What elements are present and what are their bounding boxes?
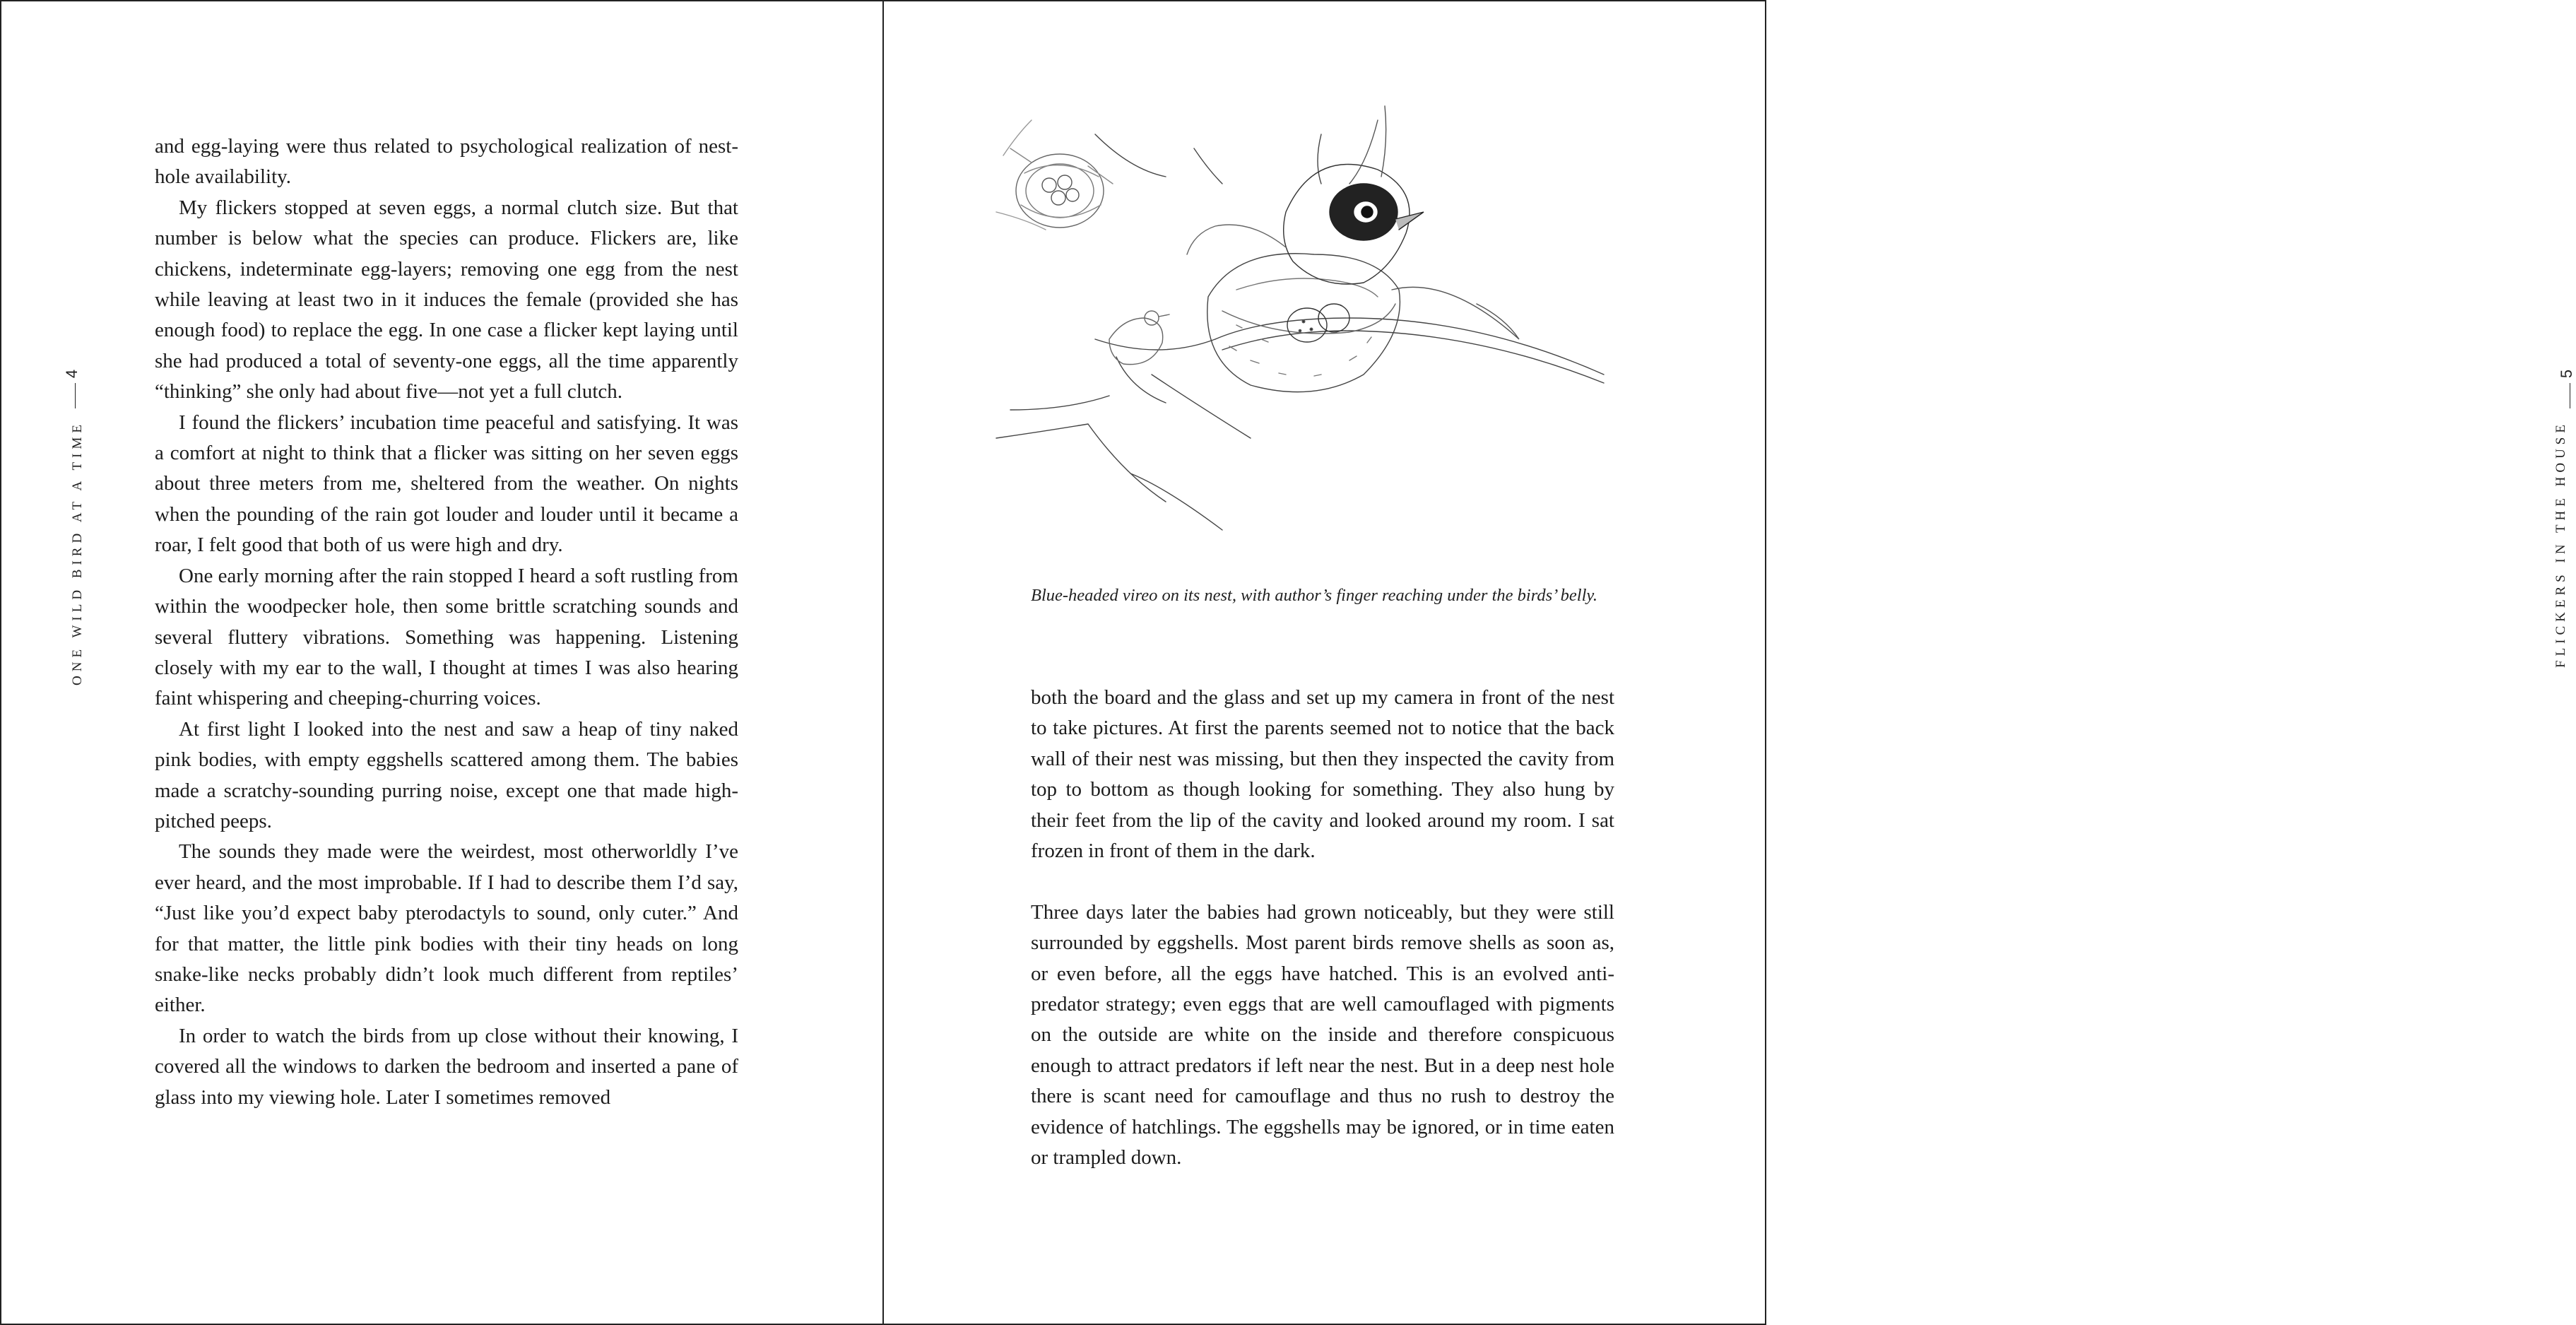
vireo-sketch — [1187, 106, 1519, 339]
illustration-caption: Blue-headed vireo on its nest, with author’s finger reaching under the birds’ belly. — [1031, 586, 1598, 605]
bird-nest-illustration — [982, 106, 1653, 544]
small-nest-sketch — [996, 120, 1113, 230]
page-number: 4 — [63, 369, 81, 379]
small-bird-sketch — [1109, 311, 1169, 365]
left-page — [0, 0, 882, 1325]
paragraph: At first light I looked into the nest and saw a heap of tiny naked pink bodies, with empty eggshells scattered among them. The babies made a scratchy-sounding purring noise, except one that made high-pitched peeps. — [155, 717, 738, 832]
main-nest-sketch — [1207, 254, 1400, 392]
paragraph: One early morning after the rain stopped I heard a soft rustling from within the woodpecker hole, then some brittle scratching sounds and several fluttery vibrations. Something was happening. Listening closely with my ear to the wall, I thought at times I was also hearing faint whispering and cheeping-churring voices. — [155, 564, 738, 710]
paragraph: The sounds they made were the weirdest, most otherworldly I’ve ever heard, and the most improbable. If I had to describe them I’d say, “Just like you’d expect baby pterodactyls to sound, only cuter.” And for that matter, the little pink bodies with their tiny heads on long snake-like necks probably didn’t look much different from reptiles’ either. — [155, 840, 738, 1017]
body-text — [155, 131, 738, 1113]
paragraph: My flickers stopped at seven eggs, a normal clutch size. But that number is below what the species can produce. Flickers are, like chickens, indeterminate egg-layers; removing one egg from the nest while leaving at least two in it induces the female (provided she has enough food) to replace the egg. In one case a flicker kept laying until she had produced a total of seventy-one eggs, all the time apparently “thinking” she only had about five—not yet a full clutch. — [155, 196, 738, 404]
page-number: 5 — [2558, 369, 2576, 379]
paragraph: In order to watch the birds from up close without their knowing, I covered all the windows to darken the bedroom and inserted a pane of glass into my viewing hole. Later I sometimes removed — [155, 1024, 738, 1109]
running-head: ONE WILD BIRD AT A TIME — [70, 420, 85, 685]
paragraph: Three days later the babies had grown noticeably, but they were still surrounded by eggshells. Most parent birds remove shells as soon as, or even before, all the eggs have hatched. This is an evolved anti-predator strategy; even eggs that are well camouflaged with pigments on the outside are white on the inside and therefore conspicuous enough to attract predators if left near the nest. But in a deep nest hole there is scant need for camouflage and thus no rush to destroy the evidence of hatchlings. The eggshells may be ignored, or in time eaten or trampled down. — [1031, 900, 1614, 1170]
paragraph: both the board and the glass and set up my camera in front of the nest to take pictures. At first the parents seemed not to notice that the back wall of their nest was missing, but then they inspected the cavity from top to bottom as though looking for something. They also hung by their feet from the lip of the cavity and looked around my room. I sat frozen in front of them in the dark. — [1031, 686, 1614, 863]
body-text — [1031, 683, 1614, 1173]
paragraph: I found the flickers’ incubation time peaceful and satisfying. It was a comfort at night to think that a flicker was sitting on her seven eggs about three meters from me, sheltered from the weather. On nights when the pounding of the rain got louder and louder until it became a roar, I felt good that both of us were high and dry. — [155, 411, 738, 557]
running-head: FLICKERS IN THE HOUSE — [2553, 420, 2568, 668]
paragraph: and egg-laying were thus related to psychological realization of nest-hole availability. — [155, 135, 738, 189]
folio-rule — [75, 383, 76, 408]
